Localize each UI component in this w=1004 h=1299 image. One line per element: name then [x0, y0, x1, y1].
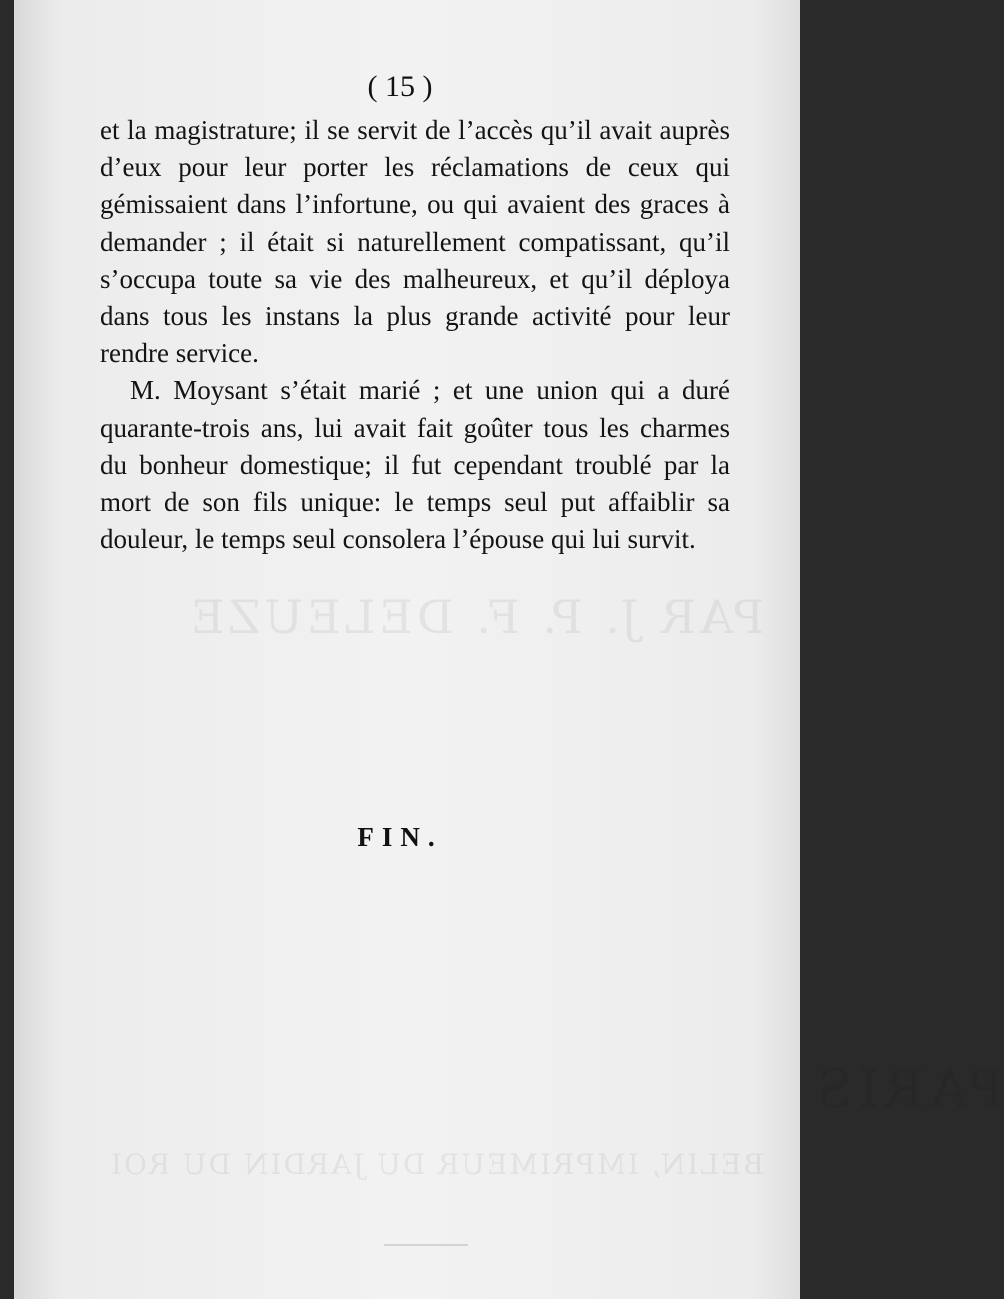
- paragraph: M. Moysant s’était marié ; et une union qui a duré quarante-trois ans, lui avait fait goûter tous les charmes du bonheur domestique; il fut cependant troublé par la mort de son fils unique: le temps seul put affaiblir sa douleur, le temps seul consolera l’épouse qui lui survit.: [100, 375, 730, 555]
- page-number: ( 15 ): [367, 70, 433, 103]
- show-through-decoration: PARIS: [810, 1060, 1004, 1120]
- show-through-decoration: BELIN, IMPRIMEUR DU JARDIN DU ROI: [108, 1148, 764, 1181]
- paragraph: et la magistrature; il se servit de l’accès qu’il avait auprès d’eux pour leur porter les réclamations de ceux qui gémissaient dans l’infortune, ou qui avaient des graces à demander ; il était si naturellement compatissant, qu’il s’occupa toute sa vie des malheureux, et qu’il déploya dans tous les instans la plus grande activité pour leur rendre service.: [100, 115, 730, 369]
- body-text: [100, 112, 730, 558]
- show-through-decoration: PAR J. P. F. DELEUZE: [186, 590, 764, 644]
- end-mark: FIN.: [357, 822, 443, 852]
- show-through-rule: [384, 1244, 468, 1246]
